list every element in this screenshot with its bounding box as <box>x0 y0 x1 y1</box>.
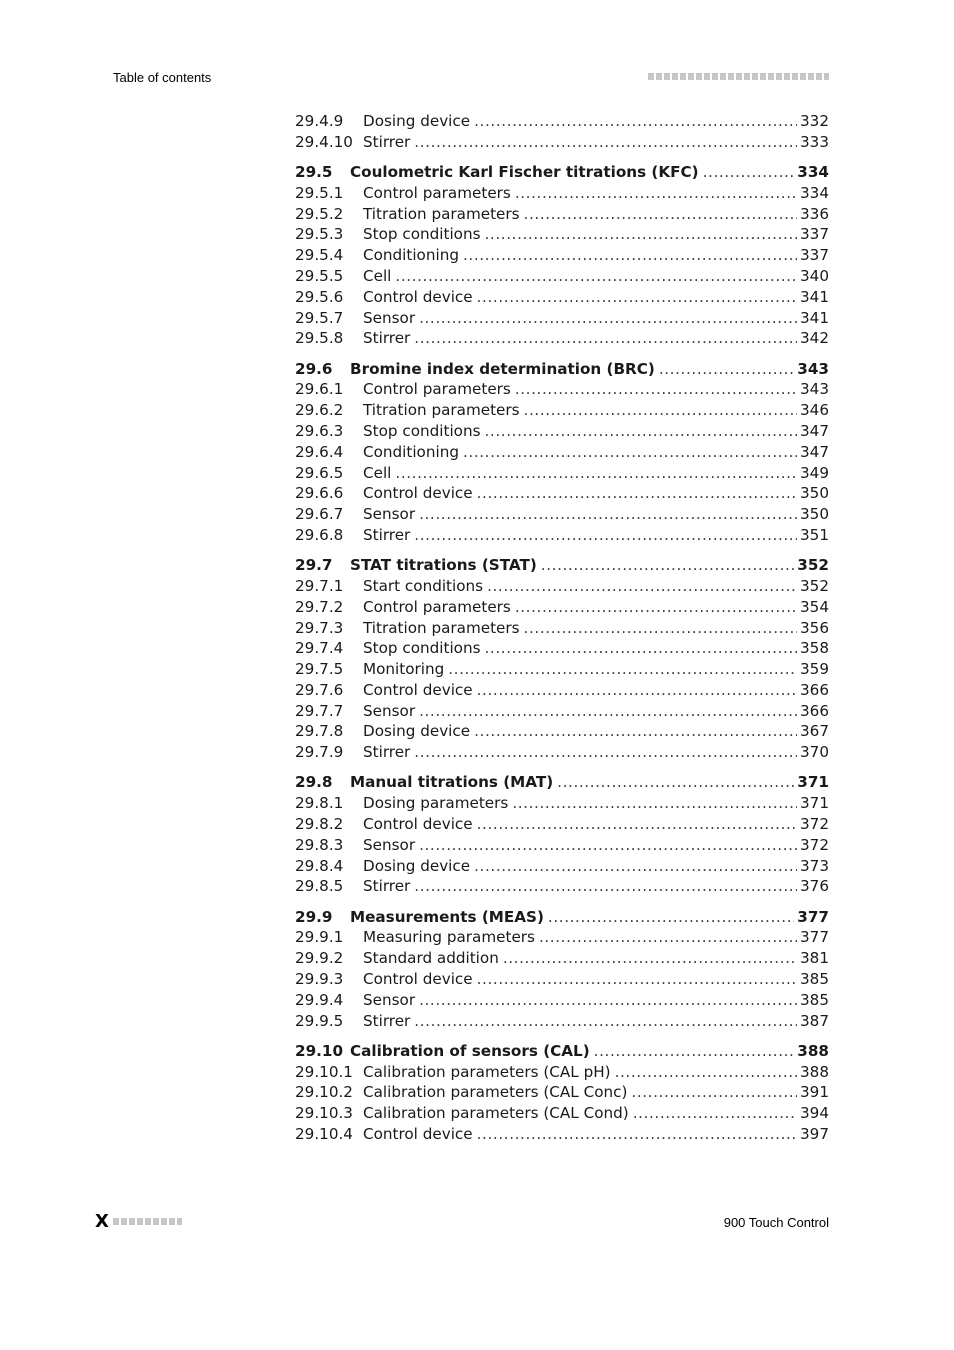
toc-entry-title: Calibration parameters (CAL Cond) <box>363 1104 629 1123</box>
toc-entry-page: 366 <box>800 701 829 720</box>
toc-entry-page: 372 <box>800 815 829 834</box>
toc-entry-number: 29.6.1 <box>295 380 344 399</box>
toc-entry-title: Stop conditions <box>363 225 481 244</box>
toc-entry-title: Bromine index determination (BRC) <box>350 359 655 378</box>
toc-dot-leader <box>414 1011 797 1032</box>
toc-dot-leader <box>463 442 797 463</box>
toc-entry-title: Cell <box>363 266 392 285</box>
toc-entry-page: 391 <box>800 1083 829 1102</box>
toc-entry-number: 29.10.1 <box>295 1062 353 1081</box>
toc-subsection-entry[interactable] <box>295 132 829 153</box>
toc-entry-number: 29.7.7 <box>295 701 344 720</box>
toc-entry-page: 340 <box>800 266 829 285</box>
toc-entry-number: 29.7.8 <box>295 722 344 741</box>
toc-entry-title: Dosing device <box>363 112 471 130</box>
toc-dot-leader <box>548 907 794 928</box>
toc-entry-title: Control parameters <box>363 183 511 202</box>
toc-entry-page: 354 <box>800 597 829 616</box>
toc-entry-page: 333 <box>800 132 829 151</box>
toc-entry-title: Stop conditions <box>363 421 481 440</box>
toc-dot-leader <box>477 287 797 308</box>
toc-entry-number: 29.8 <box>295 773 333 792</box>
toc-entry-title: Control device <box>363 484 473 503</box>
toc-entry-number: 29.5.2 <box>295 204 344 223</box>
toc-entry-page: 358 <box>800 639 829 658</box>
table-of-contents <box>295 111 829 1145</box>
toc-entry-page: 376 <box>800 877 829 896</box>
toc-entry-number: 29.8.1 <box>295 794 344 813</box>
toc-subsection-entry[interactable] <box>295 638 829 659</box>
toc-entry-page: 385 <box>800 990 829 1009</box>
toc-dot-leader <box>414 132 797 153</box>
toc-entry-page: 359 <box>800 660 829 679</box>
toc-entry-page: 350 <box>800 505 829 524</box>
toc-section-entry[interactable] <box>295 162 829 183</box>
toc-entry-number: 29.5.8 <box>295 329 344 348</box>
toc-subsection-entry[interactable] <box>295 742 829 763</box>
toc-dot-leader <box>524 400 797 421</box>
toc-dot-leader <box>485 224 798 245</box>
toc-subsection-entry[interactable] <box>295 287 829 308</box>
toc-entry-number: 29.7.2 <box>295 597 344 616</box>
toc-entry-page: 343 <box>797 359 829 378</box>
toc-entry-number: 29.7.4 <box>295 639 344 658</box>
toc-entry-title: Stop conditions <box>363 639 481 658</box>
toc-entry-page: 334 <box>797 162 829 181</box>
toc-entry-page: 377 <box>800 928 829 947</box>
footer-decorative-bar <box>113 1218 182 1225</box>
toc-subsection-entry[interactable] <box>295 990 829 1011</box>
toc-dot-leader <box>477 1124 797 1145</box>
toc-entry-number: 29.10 <box>295 1041 344 1060</box>
toc-entry-title: Calibration parameters (CAL pH) <box>363 1062 611 1081</box>
toc-subsection-entry[interactable] <box>295 1124 829 1145</box>
toc-dot-leader <box>615 1062 797 1083</box>
toc-entry-number: 29.7.3 <box>295 618 344 637</box>
toc-entry-number: 29.5 <box>295 162 333 181</box>
toc-entry-title: Dosing parameters <box>363 794 509 813</box>
toc-entry-page: 334 <box>800 183 829 202</box>
toc-subsection-entry[interactable] <box>295 1103 829 1124</box>
toc-entry-number: 29.9 <box>295 907 333 926</box>
toc-entry-title: Control device <box>363 287 473 306</box>
toc-entry-title: Control device <box>363 680 473 699</box>
toc-entry-page: 394 <box>800 1104 829 1123</box>
toc-dot-leader <box>463 245 797 266</box>
toc-entry-page: 341 <box>800 308 829 327</box>
toc-entry-number: 29.9.5 <box>295 1011 344 1030</box>
toc-dot-leader <box>448 659 797 680</box>
toc-dot-leader <box>485 421 798 442</box>
toc-subsection-entry[interactable] <box>295 948 829 969</box>
toc-subsection-entry[interactable] <box>295 576 829 597</box>
toc-entry-title: Titration parameters <box>363 204 520 223</box>
toc-dot-leader <box>485 638 798 659</box>
toc-section-entry[interactable] <box>295 907 829 928</box>
toc-entry-number: 29.7.5 <box>295 660 344 679</box>
toc-dot-leader <box>477 483 797 504</box>
toc-entry-number: 29.6.4 <box>295 442 344 461</box>
toc-entry-title: Sensor <box>363 308 416 327</box>
toc-entry-page: 371 <box>800 794 829 813</box>
toc-entry-number: 29.9.3 <box>295 970 344 989</box>
toc-dot-leader <box>395 463 797 484</box>
toc-dot-leader <box>477 814 797 835</box>
toc-section-entry[interactable] <box>295 359 829 380</box>
toc-dot-leader <box>659 359 794 380</box>
toc-dot-leader <box>633 1103 797 1124</box>
toc-section-entry[interactable] <box>295 1041 829 1062</box>
toc-entry-page: 350 <box>800 484 829 503</box>
toc-subsection-entry[interactable] <box>295 421 829 442</box>
toc-entry-number: 29.7.9 <box>295 743 344 762</box>
toc-subsection-entry[interactable] <box>295 721 829 742</box>
toc-entry-title: Control parameters <box>363 597 511 616</box>
toc-dot-leader <box>515 597 797 618</box>
toc-entry-title: Control device <box>363 970 473 989</box>
toc-entry-page: 347 <box>800 421 829 440</box>
toc-subsection-entry[interactable] <box>295 1062 829 1083</box>
toc-dot-leader <box>419 835 797 856</box>
toc-subsection-entry[interactable] <box>295 442 829 463</box>
toc-dot-leader <box>631 1082 797 1103</box>
toc-entry-title: Stirrer <box>363 329 411 348</box>
toc-entry-title: Conditioning <box>363 442 459 461</box>
toc-subsection-entry[interactable] <box>295 876 829 897</box>
toc-subsection-entry[interactable] <box>295 1011 829 1032</box>
toc-entry-number: 29.6.7 <box>295 505 344 524</box>
toc-dot-leader <box>414 742 797 763</box>
toc-dot-leader <box>524 204 797 225</box>
toc-entry-title: Coulometric Karl Fischer titrations (KFC) <box>350 162 699 181</box>
toc-subsection-entry[interactable] <box>295 483 829 504</box>
toc-entry-number: 29.6.2 <box>295 401 344 420</box>
toc-entry-number: 29.4.9 <box>295 112 344 130</box>
toc-dot-leader <box>539 927 797 948</box>
toc-entry-number: 29.9.2 <box>295 949 344 968</box>
toc-subsection-entry[interactable] <box>295 328 829 349</box>
toc-dot-leader <box>419 701 797 722</box>
toc-entry-title: Measurements (MEAS) <box>350 907 544 926</box>
header-decorative-bar <box>648 73 829 80</box>
toc-entry-title: Control parameters <box>363 380 511 399</box>
toc-entry-title: Control device <box>363 815 473 834</box>
toc-entry-page: 352 <box>800 576 829 595</box>
toc-dot-leader <box>395 266 797 287</box>
toc-subsection-entry[interactable] <box>295 525 829 546</box>
toc-entry-page: 356 <box>800 618 829 637</box>
toc-entry-title: Titration parameters <box>363 401 520 420</box>
toc-dot-leader <box>487 576 797 597</box>
toc-subsection-entry[interactable] <box>295 400 829 421</box>
running-header-title: Table of contents <box>113 70 212 85</box>
toc-dot-leader <box>414 876 797 897</box>
toc-subsection-entry[interactable] <box>295 793 829 814</box>
toc-dot-leader <box>557 772 794 793</box>
toc-dot-leader <box>703 162 795 183</box>
toc-dot-leader <box>541 555 795 576</box>
toc-entry-page: 373 <box>800 856 829 875</box>
toc-subsection-entry[interactable] <box>295 969 829 990</box>
toc-subsection-entry[interactable] <box>295 266 829 287</box>
toc-entry-page: 377 <box>797 907 829 926</box>
toc-entry-page: 366 <box>800 680 829 699</box>
toc-subsection-entry[interactable] <box>295 597 829 618</box>
toc-subsection-entry[interactable] <box>295 659 829 680</box>
toc-subsection-entry[interactable] <box>295 308 829 329</box>
toc-dot-leader <box>414 328 797 349</box>
toc-dot-leader <box>477 680 797 701</box>
toc-dot-leader <box>419 504 797 525</box>
toc-entry-page: 351 <box>800 525 829 544</box>
toc-entry-page: 352 <box>797 556 829 575</box>
toc-entry-title: Standard addition <box>363 949 499 968</box>
toc-entry-title: Sensor <box>363 701 416 720</box>
toc-entry-title: Dosing device <box>363 722 471 741</box>
toc-entry-number: 29.6.8 <box>295 525 344 544</box>
toc-subsection-entry[interactable] <box>295 463 829 484</box>
toc-dot-leader <box>474 856 797 877</box>
toc-entry-number: 29.9.1 <box>295 928 344 947</box>
toc-section-entry[interactable] <box>295 772 829 793</box>
toc-entry-title: Sensor <box>363 835 416 854</box>
toc-entry-title: Dosing device <box>363 856 471 875</box>
toc-dot-leader <box>512 793 797 814</box>
toc-section-entry[interactable] <box>295 555 829 576</box>
toc-dot-leader <box>477 969 797 990</box>
toc-entry-page: 388 <box>800 1062 829 1081</box>
toc-entry-number: 29.5.3 <box>295 225 344 244</box>
toc-entry-title: Stirrer <box>363 743 411 762</box>
toc-dot-leader <box>414 525 797 546</box>
toc-entry-number: 29.8.2 <box>295 815 344 834</box>
toc-entry-page: 387 <box>800 1011 829 1030</box>
toc-entry-number: 29.4.10 <box>295 132 353 151</box>
toc-entry-title: Calibration of sensors (CAL) <box>350 1041 590 1060</box>
toc-dot-leader <box>419 308 797 329</box>
toc-entry-page: 343 <box>800 380 829 399</box>
toc-entry-number: 29.10.4 <box>295 1125 353 1143</box>
toc-entry-title: Sensor <box>363 990 416 1009</box>
toc-entry-title: Measuring parameters <box>363 928 535 947</box>
footer-marker: X <box>95 1211 109 1232</box>
toc-entry-title: Manual titrations (MAT) <box>350 773 554 792</box>
toc-dot-leader <box>515 379 797 400</box>
toc-subsection-entry[interactable] <box>295 618 829 639</box>
toc-subsection-entry[interactable] <box>295 183 829 204</box>
toc-entry-page: 371 <box>797 773 829 792</box>
toc-entry-page: 336 <box>800 204 829 223</box>
toc-entry-number: 29.7 <box>295 556 333 575</box>
toc-subsection-entry[interactable] <box>295 1082 829 1103</box>
toc-entry-number: 29.5.7 <box>295 308 344 327</box>
toc-entry-page: 370 <box>800 743 829 762</box>
toc-subsection-entry[interactable] <box>295 379 829 400</box>
toc-entry-number: 29.10.2 <box>295 1083 353 1102</box>
toc-entry-number: 29.8.3 <box>295 835 344 854</box>
toc-entry-number: 29.9.4 <box>295 990 344 1009</box>
toc-entry-number: 29.6.6 <box>295 484 344 503</box>
toc-entry-title: Monitoring <box>363 660 445 679</box>
toc-dot-leader <box>503 948 797 969</box>
toc-entry-page: 346 <box>800 401 829 420</box>
toc-entry-title: STAT titrations (STAT) <box>350 556 537 575</box>
toc-dot-leader <box>515 183 797 204</box>
toc-entry-page: 347 <box>800 442 829 461</box>
toc-subsection-entry[interactable] <box>295 224 829 245</box>
footer-product-name: 900 Touch Control <box>723 1215 829 1230</box>
toc-entry-number: 29.5.5 <box>295 266 344 285</box>
toc-subsection-entry[interactable] <box>295 204 829 225</box>
toc-entry-number: 29.5.1 <box>295 183 344 202</box>
toc-dot-leader <box>524 618 797 639</box>
toc-entry-title: Sensor <box>363 505 416 524</box>
toc-entry-number: 29.6.3 <box>295 421 344 440</box>
toc-dot-leader <box>474 111 797 132</box>
toc-entry-number: 29.8.4 <box>295 856 344 875</box>
toc-entry-page: 385 <box>800 970 829 989</box>
toc-entry-number: 29.7.6 <box>295 680 344 699</box>
toc-entry-page: 337 <box>800 246 829 265</box>
toc-entry-number: 29.7.1 <box>295 576 344 595</box>
toc-entry-number: 29.10.3 <box>295 1104 353 1123</box>
toc-entry-number: 29.8.5 <box>295 877 344 896</box>
toc-entry-page: 332 <box>800 112 829 130</box>
toc-dot-leader <box>594 1041 795 1062</box>
toc-entry-page: 388 <box>797 1041 829 1060</box>
toc-subsection-entry[interactable] <box>295 701 829 722</box>
toc-entry-number: 29.5.6 <box>295 287 344 306</box>
toc-entry-page: 341 <box>800 287 829 306</box>
toc-entry-number: 29.6 <box>295 359 333 378</box>
toc-entry-title: Cell <box>363 463 392 482</box>
toc-entry-title: Start conditions <box>363 576 484 595</box>
toc-entry-title: Control device <box>363 1125 473 1143</box>
toc-subsection-entry[interactable] <box>295 814 829 835</box>
toc-entry-title: Stirrer <box>363 525 411 544</box>
toc-entry-title: Stirrer <box>363 877 411 896</box>
toc-entry-page: 342 <box>800 329 829 348</box>
toc-entry-title: Calibration parameters (CAL Conc) <box>363 1083 628 1102</box>
toc-entry-number: 29.5.4 <box>295 246 344 265</box>
toc-subsection-entry[interactable] <box>295 111 829 132</box>
toc-entry-title: Conditioning <box>363 246 459 265</box>
toc-subsection-entry[interactable] <box>295 927 829 948</box>
toc-entry-number: 29.6.5 <box>295 463 344 482</box>
toc-subsection-entry[interactable] <box>295 504 829 525</box>
toc-entry-title: Stirrer <box>363 1011 411 1030</box>
toc-entry-page: 397 <box>800 1125 829 1143</box>
toc-entry-page: 372 <box>800 835 829 854</box>
toc-dot-leader <box>474 721 797 742</box>
toc-dot-leader <box>419 990 797 1011</box>
toc-entry-page: 349 <box>800 463 829 482</box>
toc-entry-page: 337 <box>800 225 829 244</box>
toc-entry-page: 381 <box>800 949 829 968</box>
toc-subsection-entry[interactable] <box>295 245 829 266</box>
toc-subsection-entry[interactable] <box>295 835 829 856</box>
toc-subsection-entry[interactable] <box>295 680 829 701</box>
toc-subsection-entry[interactable] <box>295 856 829 877</box>
toc-entry-title: Titration parameters <box>363 618 520 637</box>
toc-entry-page: 367 <box>800 722 829 741</box>
toc-entry-title: Stirrer <box>363 132 411 151</box>
